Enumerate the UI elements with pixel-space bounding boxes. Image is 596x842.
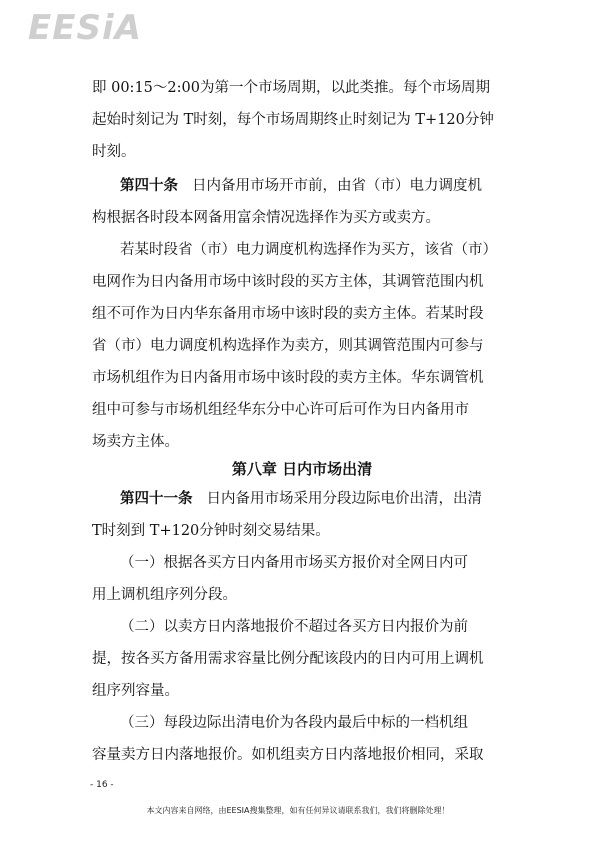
text-line: 时刻。 xyxy=(92,144,136,160)
text-line: 起始时刻记为 T时刻，每个市场周期终止时刻记为 T+120分钟 xyxy=(92,112,494,128)
article-40-line-1 xyxy=(120,176,512,196)
text-line: 用上调机组序列分段。 xyxy=(92,587,237,603)
text-line: 组不可作为日内华东备用市场中该时段的卖方主体。若某时段 xyxy=(92,306,484,322)
text-line: （一）根据各买方日内备用市场买方报价对全网日内可 xyxy=(120,555,468,571)
text-line: （二）以卖方日内落地报价不超过各买方日内报价为前 xyxy=(120,619,468,635)
text-line: 构根据各时段本网备用富余情况选择作为买方或卖方。 xyxy=(92,210,440,226)
text-line: 若某时段省（市）电力调度机构选择作为买方，该省（市） xyxy=(120,242,497,258)
text-line: 场卖方主体。 xyxy=(92,434,179,450)
page-number: - 16 - xyxy=(90,780,114,790)
text-line: 省（市）电力调度机构选择作为卖方，则其调管范围内可参与 xyxy=(92,338,484,354)
eesia-logo: EESiA xyxy=(28,8,142,48)
text-line: 电网作为日内备用市场中该时段的买方主体，其调管范围内机 xyxy=(92,274,484,290)
footer-notice: 本文内容来自网络，由EESIA搜集整理，如有任何异议请联系我们，我们将删除处理！ xyxy=(146,806,450,815)
article-40-text: 日内备用市场开市前，由省（市）电力调度机 xyxy=(192,178,482,194)
text-line: 即 00:15～2:00为第一个市场周期，以此类推。每个市场周期 xyxy=(92,80,490,96)
text-line: （三）每段边际出清电价为各段内最后中标的一档机组 xyxy=(120,715,468,731)
text-line: 提，按各买方备用需求容量比例分配该段内的日内可用上调机 xyxy=(92,651,484,667)
article-40-label: 第四十条 xyxy=(120,178,178,194)
text-line: 容量卖方日内落地报价。如机组卖方日内落地报价相同，采取 xyxy=(92,747,484,763)
article-41-line-1 xyxy=(120,489,512,509)
text-line: 组序列容量。 xyxy=(92,683,179,699)
text-line: 组中可参与市场机组经华东分中心许可后可作为日内备用市 xyxy=(92,402,469,418)
article-41-label: 第四十一条 xyxy=(120,491,193,507)
article-41-text: 日内备用市场采用分段边际电价出清，出清 xyxy=(206,491,482,507)
text-line: 市场机组作为日内备用市场中该时段的卖方主体。华东调管机 xyxy=(92,370,484,386)
chapter-heading: 第八章 日内市场出清 xyxy=(231,460,373,478)
text-line: T时刻到 T+120分钟时刻交易结果。 xyxy=(92,523,330,539)
